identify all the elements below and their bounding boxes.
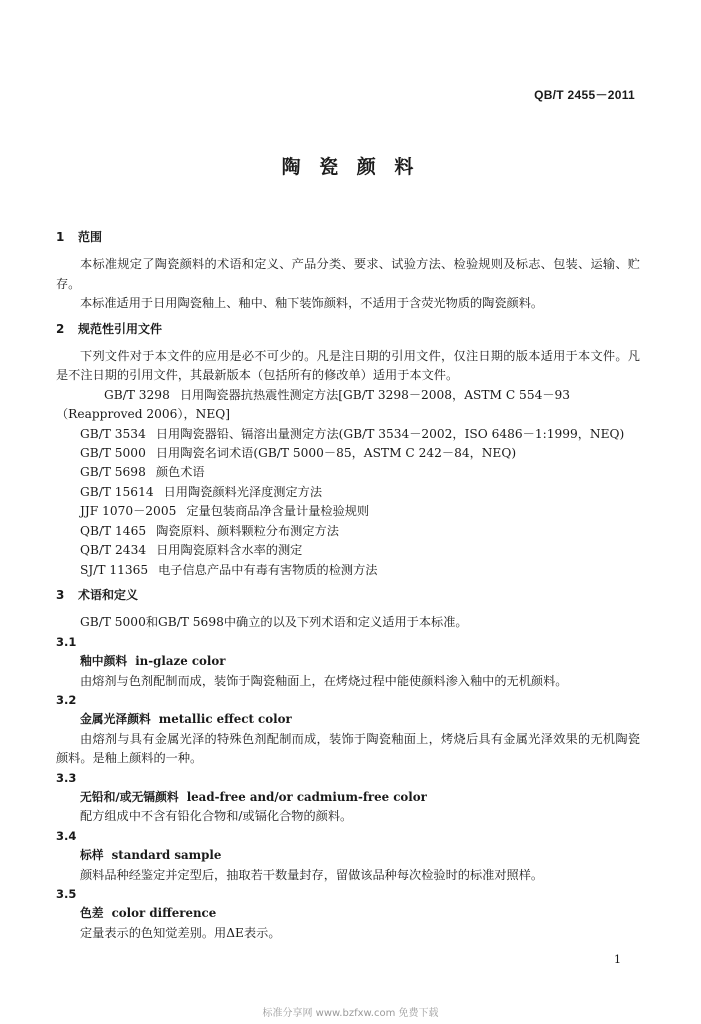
term-name-cn: 釉中颜料 <box>80 654 128 669</box>
reference-text: 日用陶瓷名词术语(GB/T 5000－85，ASTM C 242－84，NEQ) <box>155 446 517 461</box>
term-name-en: metallic effect color <box>158 712 292 727</box>
section-title: 术语和定义 <box>78 587 139 602</box>
term-definition: 定量表示的色知觉差别。用ΔE表示。 <box>80 925 281 940</box>
reference-item <box>56 561 640 580</box>
scope-paragraph-2: 本标准适用于日用陶瓷釉上、釉中、釉下装饰颜料，不适用于含荧光物质的陶瓷颜料。 <box>80 296 544 311</box>
reference-code: GB/T 3534 <box>80 426 146 441</box>
reference-code: QB/T 2434 <box>80 543 147 558</box>
term-number: 3.1 <box>56 634 77 649</box>
reference-item <box>56 463 640 482</box>
reference-text: 日用陶瓷原料含水率的测定 <box>156 543 303 558</box>
standard-code: QB/T 2455－2011 <box>534 88 635 102</box>
reference-text: 日用陶瓷颜料光泽度测定方法 <box>163 484 323 499</box>
section-number: 3 <box>56 587 65 602</box>
reference-item <box>56 483 640 502</box>
term-name-cn: 无铅和/或无镉颜料 <box>80 789 179 804</box>
watermark-text: 标准分享网 www.bzfxw.com 免费下载 <box>262 1008 439 1019</box>
reference-text: 陶瓷原料、颜料颗粒分布测定方法 <box>156 523 339 538</box>
term-name-en: lead-free and/or cadmium-free color <box>186 789 427 804</box>
reference-text: 日用陶瓷器抗热震性测定方法[GB/T 3298－2008，ASTM C 554－93（Reapproved 2006），NEQ] <box>56 387 571 422</box>
term-name <box>56 652 640 671</box>
reference-code: GB/T 15614 <box>80 484 154 499</box>
term-definition: 颜料品种经鉴定并定型后，抽取若干数量封存，留做该品种每次检验时的标准对照样。 <box>80 867 544 882</box>
reference-text: 颜色术语 <box>155 465 205 480</box>
scope-paragraph-1: 本标准规定了陶瓷颜料的术语和定义、产品分类、要求、试验方法、检验规则及标志、包装、运输、贮存。 <box>56 257 640 291</box>
reference-item <box>56 425 640 444</box>
reference-code: GB/T 3298 <box>104 387 170 402</box>
term-name <box>56 710 640 729</box>
term-name-cn: 色差 <box>80 906 104 921</box>
reference-item <box>56 522 640 541</box>
term-name <box>56 904 640 923</box>
term-name-cn: 金属光泽颜料 <box>80 712 151 727</box>
reference-text: 定量包装商品净含量计量检验规则 <box>186 504 370 519</box>
reference-code: QB/T 1465 <box>80 523 147 538</box>
term-number: 3.4 <box>56 828 77 843</box>
term-name-cn: 标样 <box>80 848 104 863</box>
section-heading-scope <box>56 228 640 247</box>
term-name-en: in-glaze color <box>135 654 226 669</box>
section-heading-references <box>56 320 640 339</box>
section-title: 规范性引用文件 <box>78 321 163 336</box>
reference-text: 日用陶瓷器铅、镉溶出量测定方法(GB/T 3534－2002，ISO 6486－1:1999，NEQ) <box>155 426 625 441</box>
page-number: 1 <box>614 953 621 966</box>
section-heading-terms <box>56 586 640 605</box>
term-definition: 配方组成中不含有铅化合物和/或镉化合物的颜料。 <box>80 809 353 824</box>
reference-item <box>56 541 640 560</box>
term-name <box>56 846 640 865</box>
term-name-en: standard sample <box>111 848 222 863</box>
reference-item <box>56 386 640 425</box>
reference-code: JJF 1070－2005 <box>80 504 177 519</box>
term-number: 3.3 <box>56 770 77 785</box>
document-body <box>56 228 640 943</box>
reference-code: GB/T 5000 <box>80 446 146 461</box>
reference-item <box>56 502 640 521</box>
term-name <box>56 788 640 807</box>
section-number: 2 <box>56 321 65 336</box>
reference-item <box>56 444 640 463</box>
reference-text: 电子信息产品中有毒有害物质的检测方法 <box>158 562 378 577</box>
term-definition: 由熔剂与具有金属光泽的特殊色剂配制而成，装饰于陶瓷釉面上，烤烧后具有金属光泽效果的无机陶瓷颜料。是釉上颜料的一种。 <box>56 731 640 766</box>
section-title: 范围 <box>78 230 103 244</box>
term-number: 3.2 <box>56 692 77 707</box>
document-title: 陶 瓷 颜 料 <box>281 156 420 178</box>
terms-intro: GB/T 5000和GB/T 5698中确立的以及下列术语和定义适用于本标准。 <box>80 615 468 630</box>
references-intro: 下列文件对于本文件的应用是必不可少的。凡是注日期的引用文件，仅注日期的版本适用于本文件。凡是不注日期的引用文件，其最新版本（包括所有的修改单）适用于本文件。 <box>56 349 640 383</box>
section-number: 1 <box>56 230 65 244</box>
term-definition: 由熔剂与色剂配制而成，装饰于陶瓷釉面上，在烤烧过程中能使颜料渗入釉中的无机颜料。 <box>80 673 568 688</box>
term-number: 3.5 <box>56 887 77 901</box>
reference-code: GB/T 5698 <box>80 465 146 480</box>
term-name-en: color difference <box>111 906 217 921</box>
reference-code: SJ/T 11365 <box>80 562 149 577</box>
